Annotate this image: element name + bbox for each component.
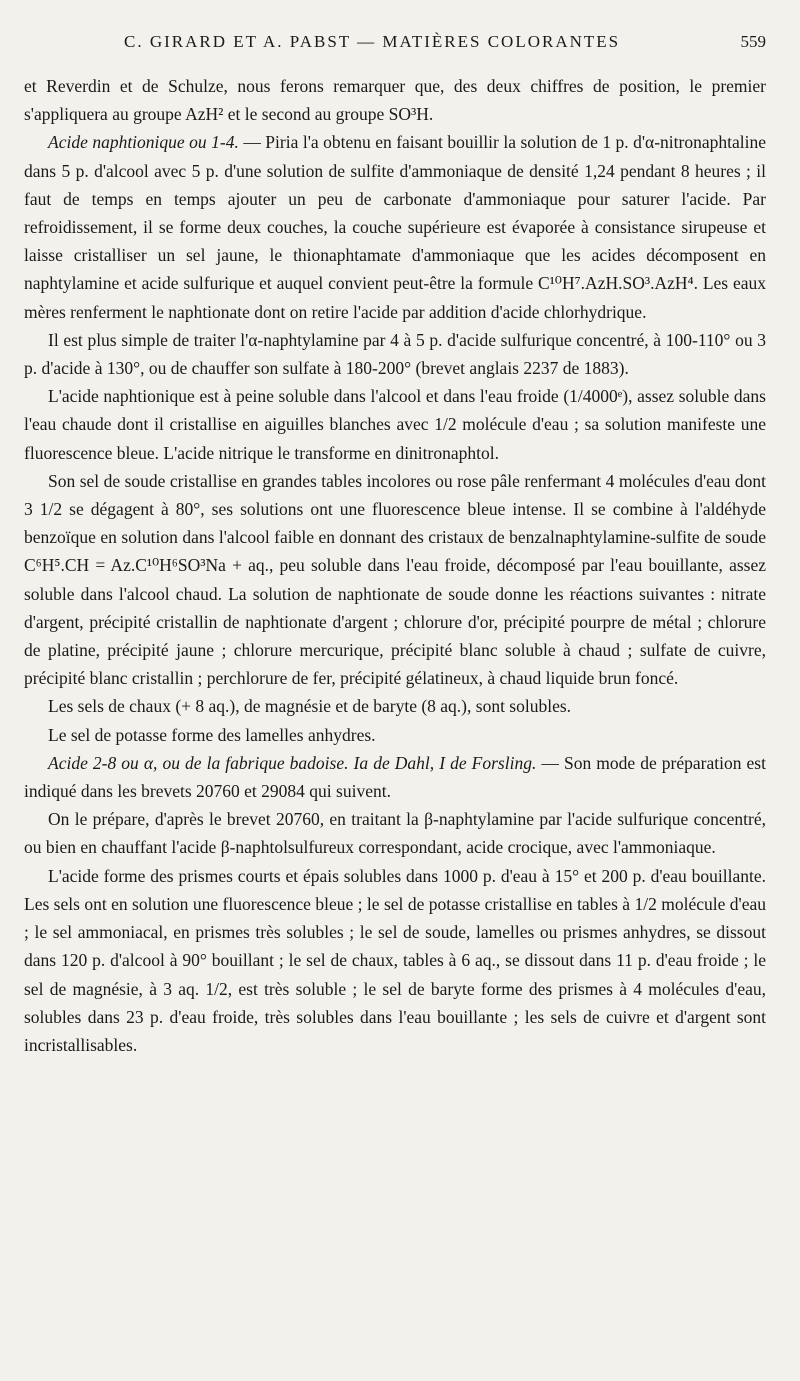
paragraph — [24, 128, 766, 325]
paragraph-text: — Son mode de préparation est indiqué dans les brevets 20760 et 29084 qui suivent. — [24, 752, 766, 802]
section-heading: Acide 2-8 ou α, ou de la fabrique badoise. Ia de Dahl, I de Forsling. — [48, 752, 537, 773]
paragraph-text: Les sels de chaux (+ 8 aq.), de magnésie et de baryte (8 aq.), sont solubles. — [48, 696, 572, 717]
paragraph — [24, 692, 766, 720]
section-heading: Acide naphtionique ou 1-4. — [48, 132, 239, 153]
paragraph — [24, 862, 766, 1059]
paragraph-text: Il est plus simple de traiter l'α-naphtylamine par 4 à 5 p. d'acide sulfurique concentré, à 100-110° ou 3 p. d'acide à 130°, ou de chauffer son sulfate à 180-200° (brevet anglais 2237 de 1883). — [24, 329, 766, 379]
paragraph-text: L'acide naphtionique est à peine soluble dans l'alcool et dans l'eau froide (1/4000ᵉ), assez soluble dans l'eau chaude dont il cristallise en aiguilles blanches avec 1/2 molécule d'eau ; sa solution manifeste une fluorescence bleue. L'acide nitrique le transforme en dinitronaphtol. — [24, 386, 766, 463]
paragraph-text: et Reverdin et de Schulze, nous ferons remarquer que, des deux chiffres de position, le premier s'appliquera au groupe AzH² et le second au groupe SO³H. — [24, 76, 766, 125]
paragraph — [24, 721, 766, 749]
paragraph-text: On le prépare, d'après le brevet 20760, en traitant la β-naphtylamine par l'acide sulfurique concentré, ou bien en chauffant l'acide β-naphtolsulfureux correspondant, acide crocique, avec l'ammoniaque. — [24, 809, 766, 858]
paragraph — [24, 72, 766, 128]
paragraph — [24, 382, 766, 467]
page-number: 559 — [740, 32, 766, 51]
running-title: C. GIRARD ET A. PABST — MATIÈRES COLORANTES — [124, 32, 621, 51]
paragraph-text: L'acide forme des prismes courts et épais solubles dans 1000 p. d'eau à 15° et 200 p. d'eau bouillante. Les sels ont en solution une fluorescence bleue ; le sel de potasse cristallise en tables à 1/2 molécule d'eau ; le sel ammoniacal, en prismes très solubles ; le sel de soude, lamelles ou prismes anhydres, se dissout dans 120 p. d'alcool à 90° bouillant ; le sel de chaux, tables à 6 aq., se dissout dans 11 p. d'eau froide ; le sel de magnésie, à 3 aq. 1/2, est très soluble ; le sel de baryte forme des prismes à 4 molécules d'eau, solubles dans 23 p. d'eau froide, très solubles dans l'eau bouillante ; les sels de cuivre et d'argent sont incristallisables. — [24, 865, 766, 1055]
paragraph — [24, 467, 766, 693]
paragraph-text: — Piria l'a obtenu en faisant bouillir la solution de 1 p. d'α-nitronaphtaline dans 5 p. d'alcool avec 5 p. d'une solution de sulfite d'ammoniaque de densité 1,24 pendant 8 heures ; il faut de temps en temps ajouter un peu de carbonate d'ammoniaque pour saturer l'acide. Par refroidissement, il se forme deux couches, la couche supérieure est évaporée à consistance sirupeuse et laisse cristalliser un sel jaune, le thionaphtamate d'ammoniaque que les acides décomposent en naphtylamine et acide sulfurique et auquel convient peut-être la formule C¹⁰H⁷.AzH.SO³.AzH⁴. Les eaux mères renferment le naphtionate dont on retire l'acide par addition d'acide chlorhydrique. — [24, 132, 766, 322]
paragraph — [24, 326, 766, 382]
paragraph — [24, 805, 766, 861]
body-text — [24, 72, 766, 1059]
paragraph-text: Le sel de potasse forme des lamelles anhydres. — [48, 724, 376, 745]
page-header — [24, 28, 766, 64]
paragraph — [24, 749, 766, 805]
paragraph-text: Son sel de soude cristallise en grandes tables incolores ou rose pâle renfermant 4 molécules d'eau dont 3 1/2 se dégagent à 80°, ses solutions ont une fluorescence bleue intense. Il se combine à l'aldéhyde benzoïque en solution dans l'alcool faible en donnant des cristaux de benzalnaphtylamine-sulfite de soude C⁶H⁵.CH = Az.C¹⁰H⁶SO³Na + aq., peu soluble dans l'eau froide, décomposé par l'eau bouillante, assez soluble dans l'alcool chaud. La solution de naphtionate de soude donne les réactions suivantes : nitrate d'argent, précipité cristallin de naphtionate d'argent ; chlorure d'or, précipité pourpre de métal ; chlorure de platine, précipité jaune ; chlorure mercurique, précipité blanc soluble à chaud ; sulfate de cuivre, précipité blanc cristallin ; perchlorure de fer, précipité gélatineux, à chaud liquide brun foncé. — [24, 470, 766, 689]
